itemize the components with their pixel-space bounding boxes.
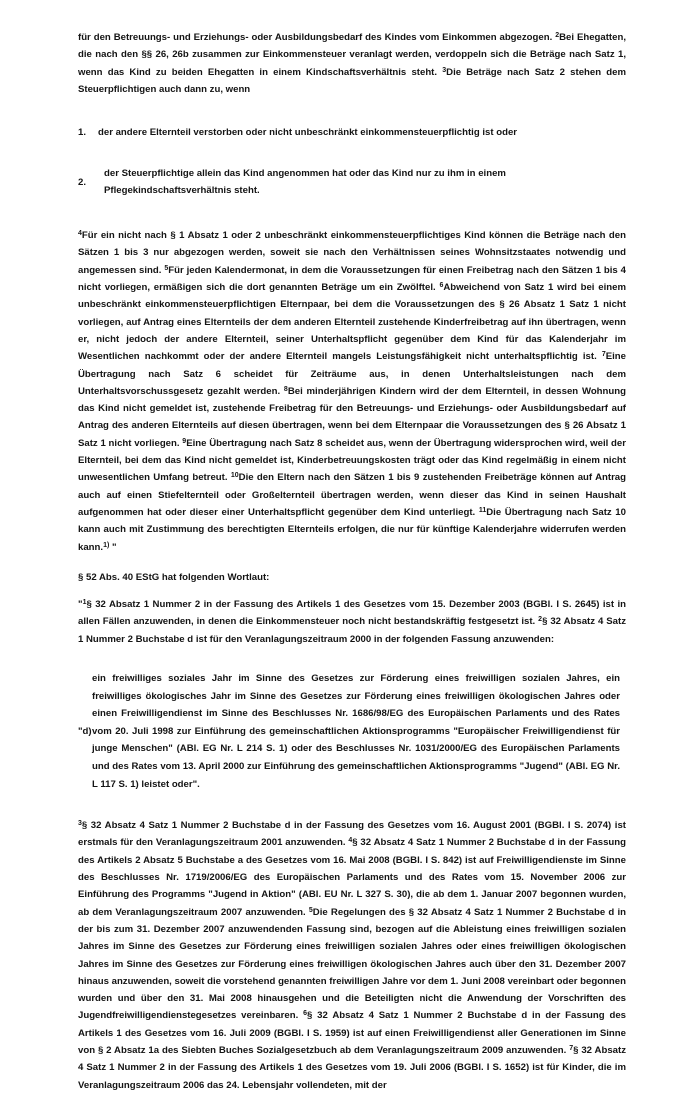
paragraph-bottom: $^3$§ 32 Absatz 4 Satz 1 Nummer 2 Buchstabe d in der Fassung des Gesetzes vom 16. August 2001 (BGBl. I S. 2074) ist erstmals für den Veranlagungszeitraum 2001 anzuwenden. $^4$§ 32 Absatz 4 Satz 1 Nummer 2 Buchstabe d in der Fassung des Artikels 2 Absatz 5 Buchstabe a des Gesetzes vom 16. Mai 2008 (BGBl. I S. 842) ist auf Freiwilligendienste im Sinne des Beschlusses Nr. 1719/2006/EG des Europäischen Parlaments und des Rates vom 15. November 2006 zur Einführung des Programms "Jugend in Aktion" (ABl. EU Nr. L 327 S. 30), die ab dem 1. Januar 2007 begonnen wurden, ab dem Veranlagungszeitraum 2007 anzuwenden. $^5$Die Regelungen des § 32 Absatz 4 Satz 1 Nummer 2 Buchstabe d in der bis zum 31. Dezember 2007 anzuwendenden Fassung sind, bezogen auf die Ableistung eines freiwilligen sozialen Jahres im Sinne des Gesetzes zur Förderung eines freiwilligen sozialen Jahres oder eines freiwilligen ökologischen Jahres im Sinne des Gesetzes zur Förderung eines freiwilligen ökologischen Jahres auch über den 31. Dezember 2007 hinaus anzuwenden, soweit die vorstehend genannten freiwilligen Jahre vor dem 1. Juni 2008 vereinbart oder begonnen wurden und über den 31. Mai 2008 hinausgehen und die Beteiligten nicht die Anwendung der Vorschriften des Jugendfreiwilligendienstegesetzes vereinbaren. $^6$§ 32 Absatz 4 Satz 1 Nummer 2 Buchstabe d in der Fassung des Artikels 1 des Gesetzes vom 16. Juli 2009 (BGBl. I S. 1959) ist auf einen Freiwilligendienst aller Generationen im Sinne von § 2 Absatz 1a des Siebten Buches Sozialgesetzbuch ab dem Veranlagungszeitraum 2009 anzuwenden. $^7$§ 32 Absatz 4 Satz 1 Nummer 2 in der Fassung des Artikels 1 des Gesetzes vom 19. Juli 2006 (BGBl. I S. 1652) ist für Kinder, die im Veranlagungszeitraum 2006 das 24. Lebensjahr vollendeten, mit der bbox=[78, 820, 626, 1091]
footnote-marker[interactable]: 1) bbox=[103, 541, 110, 549]
list-item-text: der andere Elternteil verstorben oder nicht unbeschränkt einkommensteuerpflichtig ist oder bbox=[98, 127, 518, 139]
document-page bbox=[78, 29, 626, 1094]
letter-item-text: ein freiwilliges soziales Jahr im Sinne des Gesetzes zur Förderung eines freiwilligen sozialen Jahres, ein freiwilliges ökologisches Jahr im Sinne des Gesetzes zur Förderung eines freiwilligen ökologischen Jahres oder einen Freiwilligendienst im Sinne des Beschlusses Nr. 1686/98/EG des Europäischen Parlaments und des Rates vom 20. Juli 1998 zur Einführung des gemeinschaftlichen Aktionsprogramms "Europäischer Freiwilligendienst für junge Menschen" (ABl. EG Nr. L 214 S. 1) oder des Beschlusses Nr. 1031/2000/EG des Europäischen Parlaments und des Rates vom 13. April 2000 zur Einführung des gemeinschaftlichen Aktionsprogramms "Jugend" (ABl. EG Nr. L 117 S. 1) leistet oder". bbox=[92, 673, 620, 790]
list-number: 1. bbox=[78, 127, 87, 139]
list-item bbox=[78, 163, 626, 201]
paragraph-main: $^4$Für ein nicht nach § 1 Absatz 1 oder 2 unbeschränkt einkommensteuerpflichtiges Kind können die Beträge nach den Sätzen 1 bis 3 nur abgezogen werden, soweit sie nach den Verhältnissen seines Wohnsitzstaates notwendig und angemessen sind. $^5$Für jeden Kalendermonat, in dem die Voraussetzungen für einen Freibetrag nach den Sätzen 1 bis 4 nicht vorliegen, ermäßigen sich die dort genannten Beträge um ein Zwölftel. $^6$Abweichend von Satz 1 wird bei einem unbeschränkt einkommensteuerpflichtigen Elternpaar, bei dem die Voraussetzungen des § 26 Absatz 1 Satz 1 nicht vorliegen, auf Antrag eines Elternteils der dem anderen Elternteil zustehende Kinderfreibetrag auf ihn übertragen, wenn er, nicht jedoch der andere Elternteil, seiner Unterhaltspflicht gegenüber dem Kind für das Kalenderjahr im Wesentlichen nachkommt oder der andere Elternteil mangels Leistungsfähigkeit nicht unterhaltspflichtig ist. $^7$Eine Übertragung nach Satz 6 scheidet für Zeiträume aus, in denen Unterhaltsleistungen nach dem Unterhaltsvorschussgesetz gezahlt werden. $^8$Bei minderjährigen Kindern wird der dem Elternteil, in dessen Wohnung das Kind nicht gemeldet ist, zustehende Freibetrag für den Betreuungs- und Erziehungs- oder Ausbildungsbedarf auf Antrag des anderen Elternteils auf diesen übertragen, wenn bei dem Elternpaar die Voraussetzungen des § 26 Absatz 1 Satz 1 nicht vorliegen. $^9$Eine Übertragung nach Satz 8 scheidet aus, wenn der Übertragung widersprochen wird, weil der Elternteil, bei dem das Kind nicht gemeldet ist, Kinderbetreuungskosten trägt oder das Kind regelmäßig in einem nicht unwesentlichen Umfang betreut. $^{10}$Die den Eltern nach den Sätzen 1 bis 9 zustehenden Freibeträge können auf Antrag auch auf einen Stiefelternteil oder Großelternteil übertragen werden, wenn dieser das Kind in seinen Haushalt aufgenommen hat oder dieser einer Unterhaltspflicht gegenüber dem Kind unterliegt. $^{11}$Die Übertragung nach Satz 10 kann auch mit Zustimmung des berechtigten Elternteils erfolgen, die nur für künftige Kalenderjahre widerrufen werden kann.$^{1)}$ " bbox=[78, 230, 626, 553]
list-number: 2. bbox=[78, 176, 87, 188]
numbered-list bbox=[78, 124, 626, 201]
sentence-number: 2 bbox=[555, 32, 560, 39]
list-item-text: der Steuerpflichtige allein das Kind angenommen hat oder das Kind nur zu ihm in einem Pflegekindschaftsverhältnis steht. bbox=[104, 168, 506, 197]
list-item bbox=[78, 124, 626, 141]
letter-label: "d) bbox=[78, 726, 92, 738]
quoted-letter-item bbox=[78, 670, 626, 793]
sentence-number: 3 bbox=[442, 66, 447, 74]
paragraph-quote: "$^1$§ 32 Absatz 1 Nummer 2 in der Fassung des Artikels 1 des Gesetzes vom 15. Dezember 2003 (BGBl. I S. 2645) ist in allen Fällen anzuwenden, in denen die Einkommensteuer noch nicht bestandskräftig festgesetzt ist. $^2$§ 32 Absatz 4 Satz 1 Nummer 2 Buchstabe d ist für den Veranlagungszeitraum 2000 in der folgenden Fassung anzuwenden: bbox=[78, 599, 626, 645]
paragraph-intro: für den Betreuungs- und Erziehungs- oder Ausbildungsbedarf des Kindes vom Einkommen abgezogen. $^2$Bei Ehegatten, die nach den §§ 26, 26b zusammen zur Einkommensteuer veranlagt werden, verdoppeln sich die Beträge nach Satz 1, wenn das Kind zu beiden Ehegatten in einem Kindschaftsverhältnis steht. $^3$Die Beträge nach Satz 2 stehen dem Steuerpflichtigen auch dann zu, wenn bbox=[78, 32, 626, 95]
section-heading: § 52 Abs. 40 EStG hat folgenden Wortlaut: bbox=[78, 571, 270, 583]
